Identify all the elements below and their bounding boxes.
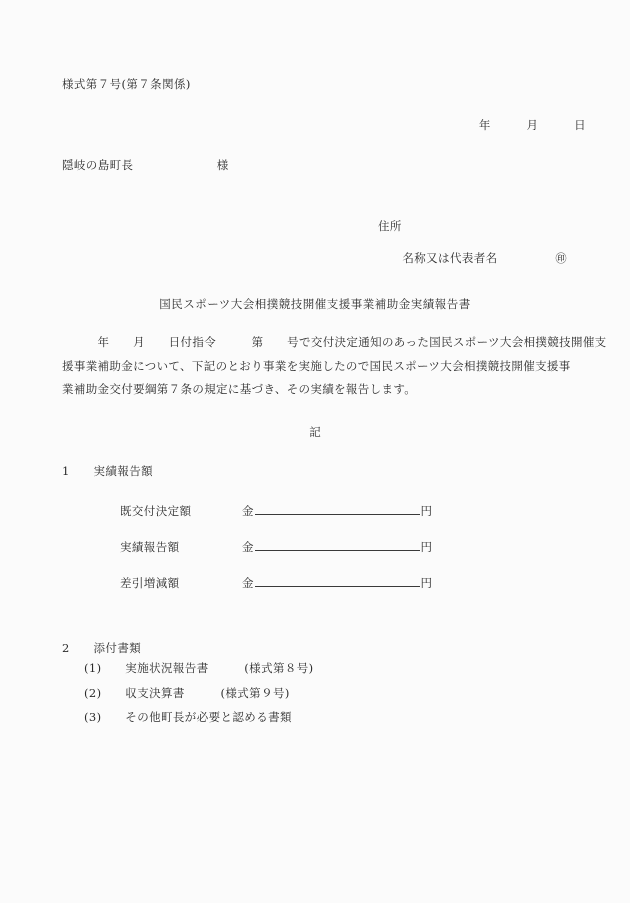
body-line: 年 月 日付指令 第 号で交付決定通知のあった国民スポーツ大会相撲競技開催支: [62, 335, 607, 349]
currency-suffix: 円: [420, 504, 432, 518]
attachment-item: (3) その他町長が必要と認める書類: [84, 710, 292, 724]
amount-row: [120, 574, 432, 610]
applicant-block: [378, 221, 567, 276]
section-2-heading: 2 添付書類: [62, 641, 142, 655]
amount-row: [120, 538, 432, 574]
amount-label: 差引増減額: [120, 576, 180, 590]
amount-row: [120, 502, 432, 538]
body-line: 援事業補助金について、下記のとおり事業を実施したので国民スポーツ大会相撲競技開催支援事: [62, 358, 571, 373]
body-paragraph: [62, 334, 607, 397]
addressee-line: 隠岐の島町長 様: [62, 158, 229, 172]
seal-icon: ㊞: [555, 252, 567, 265]
form-number: 様式第７号(第７条関係): [62, 77, 191, 91]
currency-suffix: 円: [420, 540, 432, 554]
applicant-name-label: 名称又は代表者名: [402, 251, 498, 265]
currency-prefix: 金: [242, 540, 254, 554]
amount-table: [120, 502, 432, 610]
document-title: 国民スポーツ大会相撲競技開催支援事業補助金実績報告書: [159, 297, 471, 311]
ki-marker: 記: [309, 425, 321, 439]
attachment-item: (1) 実施状況報告書 (様式第８号): [84, 661, 314, 675]
amount-label: 既交付決定額: [120, 504, 192, 518]
amount-input-blank[interactable]: [255, 574, 420, 587]
attachment-list: [84, 660, 314, 725]
amount-value: [242, 574, 432, 591]
date-line: 年 月 日: [478, 118, 586, 132]
amount-input-blank[interactable]: [255, 538, 420, 551]
currency-prefix: 金: [242, 504, 254, 518]
currency-prefix: 金: [242, 576, 254, 590]
attachment-item: (2) 収支決算書 (様式第９号): [84, 685, 290, 700]
amount-input-blank[interactable]: [255, 502, 420, 515]
applicant-address-label: 住所: [378, 219, 402, 233]
body-line: 業補助金交付要綱第７条の規定に基づき、その実績を報告します。: [62, 382, 417, 396]
amount-value: [242, 538, 432, 555]
currency-suffix: 円: [420, 576, 432, 590]
amount-label: 実績報告額: [120, 540, 180, 554]
amount-value: [242, 502, 432, 519]
applicant-name-row: [378, 242, 567, 277]
section-1-heading: 1 実績報告額: [62, 464, 154, 478]
